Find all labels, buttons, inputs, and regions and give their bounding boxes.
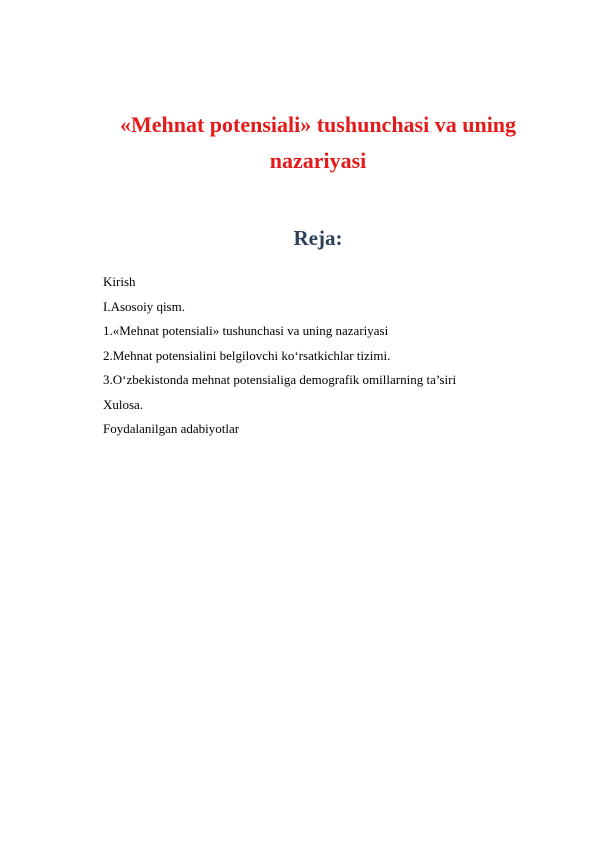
document-title: [60, 107, 576, 179]
plan-item-conclusion: Xulosa.: [103, 396, 144, 412]
plan-item-main-part: I.Asosoiy qism.: [103, 298, 185, 314]
plan-item-introduction: Kirish: [103, 274, 136, 289]
plan-item-section-3: 3.O‘zbekistonda mehnat potensialiga demografik omillarning ta’siri: [103, 372, 457, 387]
plan-list: [103, 270, 456, 442]
title-line-2: nazariyasi: [269, 147, 367, 173]
title-line-1: «Mehnat potensiali» tushunchasi va uning: [119, 111, 517, 137]
plan-item-section-1: 1.«Mehnat potensiali» tushunchasi va uning nazariyasi: [103, 323, 389, 338]
plan-item-references: Foydalanilgan adabiyotlar: [103, 421, 240, 436]
plan-heading: Reja:: [293, 226, 343, 251]
plan-item-section-2: 2.Mehnat potensialini belgilovchi ko‘rsatkichlar tizimi.: [103, 347, 391, 363]
